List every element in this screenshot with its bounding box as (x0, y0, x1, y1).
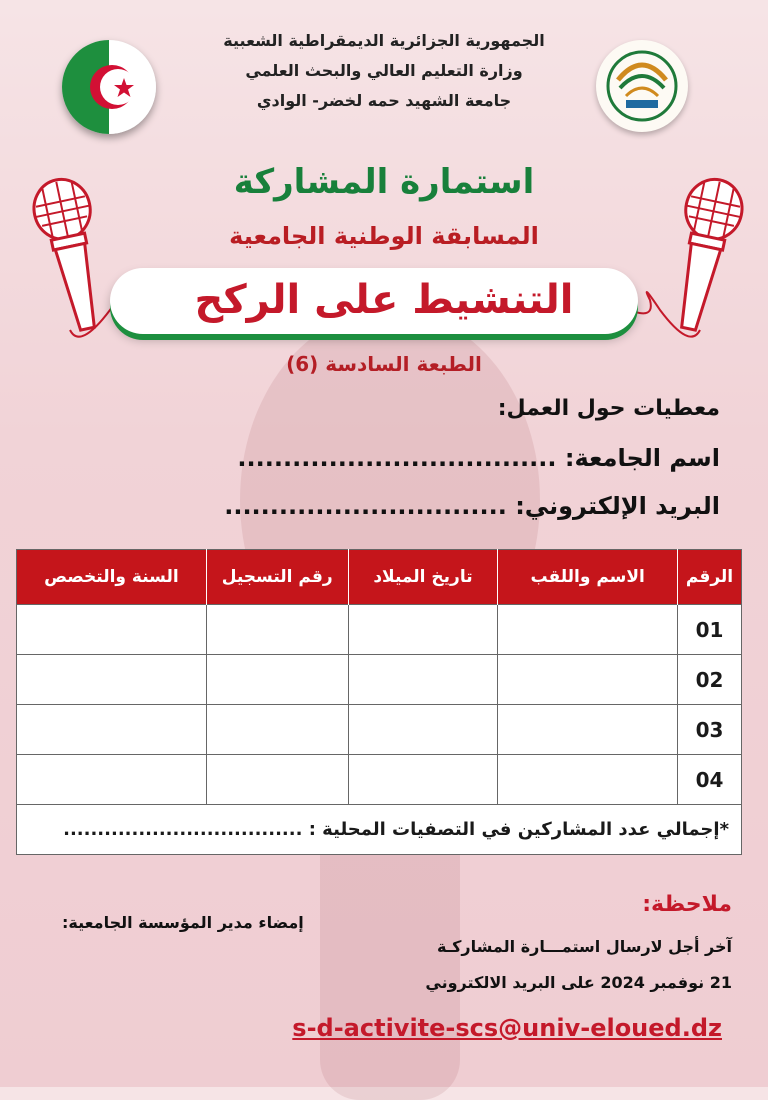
birthdate-cell[interactable] (348, 705, 498, 755)
row-number: 01 (678, 605, 742, 655)
deadline-text: آخر أجل لارسال استمـــارة المشاركـة (436, 937, 732, 956)
total-participants-cell[interactable] (17, 805, 742, 855)
participants-table (16, 549, 742, 855)
year-specialty-cell[interactable] (17, 655, 207, 705)
left-microphone-icon (20, 170, 130, 370)
work-info-heading: معطيات حول العمل: (497, 396, 720, 421)
table-row (17, 705, 742, 755)
header-name: الاسم واللقب (498, 550, 678, 605)
registration-cell[interactable] (206, 605, 348, 655)
university-fill-line[interactable]: ................................... (237, 444, 557, 472)
right-microphone-icon (646, 170, 756, 370)
header-registration: رقم التسجيل (206, 550, 348, 605)
competition-title: المسابقة الوطنية الجامعية (229, 222, 539, 250)
deadline-date: 21 نوفمبر 2024 على البريد الالكتروني (425, 973, 732, 992)
table-row (17, 655, 742, 705)
birthdate-cell[interactable] (348, 655, 498, 705)
table-row (17, 755, 742, 805)
registration-cell[interactable] (206, 655, 348, 705)
year-specialty-cell[interactable] (17, 705, 207, 755)
name-cell[interactable] (498, 705, 678, 755)
birthdate-cell[interactable] (348, 755, 498, 805)
university-label: اسم الجامعة: (564, 444, 720, 472)
header-birthdate: تاريخ الميلاد (348, 550, 498, 605)
total-participants-fill-line[interactable]: ................................... (63, 819, 303, 840)
row-number: 02 (678, 655, 742, 705)
republic-name: الجمهورية الجزائرية الديمقراطية الشعبية (223, 31, 545, 50)
table-total-row (17, 805, 742, 855)
email-label: البريد الإلكتروني: (515, 492, 720, 520)
registration-cell[interactable] (206, 705, 348, 755)
name-cell[interactable] (498, 605, 678, 655)
birthdate-cell[interactable] (348, 605, 498, 655)
name-cell[interactable] (498, 755, 678, 805)
header-year-specialty: السنة والتخصص (17, 550, 207, 605)
edition-label: الطبعة السادسة (6) (286, 352, 482, 376)
email-field (224, 492, 720, 520)
total-participants-label: *إجمالي عدد المشاركين في التصفيات المحلية : (308, 819, 729, 840)
header-number: الرقم (678, 550, 742, 605)
year-specialty-cell[interactable] (17, 755, 207, 805)
table-row (17, 605, 742, 655)
row-number: 03 (678, 705, 742, 755)
note-heading: ملاحظة: (642, 892, 732, 917)
row-number: 04 (678, 755, 742, 805)
table-header-row (17, 550, 742, 605)
ministry-name: وزارة التعليم العالي والبحث العلمي (245, 61, 523, 80)
algeria-flag-icon (62, 40, 156, 134)
banner-title: التنشيط على الركح (194, 277, 574, 323)
email-fill-line[interactable]: ............................... (224, 492, 507, 520)
year-specialty-cell[interactable] (17, 605, 207, 655)
registration-cell[interactable] (206, 755, 348, 805)
university-name: جامعة الشهيد حمه لخضر- الوادي (256, 91, 512, 110)
university-field (237, 444, 720, 472)
name-cell[interactable] (498, 655, 678, 705)
contact-email-link[interactable]: s-d-activite-scs@univ-eloued.dz (292, 1014, 722, 1042)
university-logo (596, 40, 688, 132)
director-signature-label: إمضاء مدير المؤسسة الجامعية: (62, 913, 304, 932)
form-title: استمارة المشاركة (233, 162, 535, 202)
